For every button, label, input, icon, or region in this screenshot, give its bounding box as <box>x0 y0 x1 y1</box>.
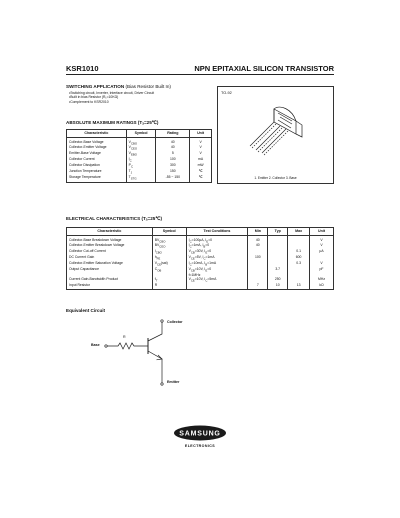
emitter-terminal <box>161 383 163 385</box>
collector-lead <box>148 322 162 341</box>
samsung-logo-graphic <box>164 424 236 450</box>
abs-max-cell: Storage Temperature <box>67 175 127 183</box>
abs-max-column-header: Rating <box>156 130 190 138</box>
elec-cell: 100 <box>248 255 268 261</box>
document-title: NPN EPITAXIAL SILICON TRANSISTOR <box>194 64 334 73</box>
abs-max-cell: Junction Temperature <box>67 169 127 175</box>
elec-cell: 600 <box>288 255 310 261</box>
elec-cell: Collector-Emitter Saturation Voltage <box>67 261 153 267</box>
abs-max-cell: 100 <box>156 157 190 163</box>
abs-max-cell: $P_C$ <box>126 163 156 169</box>
abs-max-cell: Collector Current <box>67 157 127 163</box>
elec-cell: $I_C=10mA$, $I_B=1mA$ <box>186 261 248 267</box>
elec-cell: $BV_{CEO}$ <box>152 243 186 249</box>
base-label: Base <box>91 343 100 347</box>
abs-max-cell: $V_{CEO}$ <box>126 145 156 151</box>
abs-max-cell: 5 <box>156 151 190 157</box>
elec-column-header: Test Conditions <box>186 228 248 236</box>
elec-cell: μA <box>310 249 334 255</box>
abs-max-cell: V <box>190 145 212 151</box>
emitter-lead <box>148 351 162 383</box>
elec-cell: 40 <box>248 243 268 249</box>
logo-division: ELECTRONICS <box>184 444 216 448</box>
elec-cell: V <box>310 243 334 249</box>
circuit-heading: Equivalent Circuit <box>66 308 106 313</box>
elec-column-header: Min <box>248 228 268 236</box>
elec-cell: V <box>310 261 334 267</box>
abs-max-cell: Emitter-Base Voltage <box>67 151 127 157</box>
abs-max-cell: 40 <box>156 137 190 145</box>
elec-cell: $h_{FE}$ <box>152 255 186 261</box>
elec-cell: 13 <box>288 283 310 289</box>
logo-brand: SAMSUNG <box>179 430 221 438</box>
abs-max-cell: ℃ <box>190 169 212 175</box>
elec-cell: 40 <box>248 235 268 243</box>
elec-cell: $C_{OB}$ <box>152 267 186 277</box>
elec-cell: MHz <box>310 277 334 283</box>
elec-cell: Current Gain-Bandwidth Product <box>67 277 153 283</box>
elec-cell: $I_C=100\mu A$, $I_E=0$ <box>186 235 248 243</box>
abs-max-column-header: Characteristic <box>67 130 127 138</box>
emitter-label: Emitter <box>167 380 180 384</box>
abs-max-cell: 150 <box>156 169 190 175</box>
elec-cell: $I_{CBO}$ <box>152 249 186 255</box>
elec-cell: 7 <box>248 283 268 289</box>
abs-max-cell: $T_J$ <box>126 169 156 175</box>
elec-column-header: Typ <box>268 228 288 236</box>
elec-column-header: Symbol <box>152 228 186 236</box>
abs-max-cell: V <box>190 137 212 145</box>
switching-subtitle: (Bias Resistor Built In) <box>125 84 171 89</box>
elec-cell: DC Current Gain <box>67 255 153 261</box>
samsung-logo <box>164 424 236 455</box>
elec-cell: $V_{CE}=5V$, $I_C=1mA$ <box>186 255 248 261</box>
elec-condition: (Tₐ=25℃) <box>141 216 163 221</box>
elec-cell: 250 <box>268 277 288 283</box>
feature-item: • Built in bias Resistor (R₁=10KΩ) <box>69 95 154 99</box>
elec-cell: kΩ <box>310 283 334 289</box>
abs-max-cell: mA <box>190 157 212 163</box>
elec-cell: V <box>310 235 334 243</box>
feature-item: • Switching circuit, Inverter, Interface circuit, Driver Circuit <box>69 91 154 95</box>
elec-cell: Output Capacitance <box>67 267 153 277</box>
elec-cell: $BV_{CBO}$ <box>152 235 186 243</box>
collector-label: Collector <box>167 320 183 324</box>
elec-cell: Collector Cut-off Current <box>67 249 153 255</box>
elec-cell: $I_C=1mA$, $I_B=0$ <box>186 243 248 249</box>
abs-max-cell: $T_{STG}$ <box>126 175 156 183</box>
feature-item: • Complement to KSR2010 <box>69 100 154 104</box>
elec-column-header: Max <box>288 228 310 236</box>
elec-cell: Collector-Emitter Breakdown Voltage <box>67 243 153 249</box>
elec-cell: $V_{CE}=10V$, $I_C=5mA$ <box>186 277 248 283</box>
elec-column-header: Unit <box>310 228 334 236</box>
abs-max-condition: (Tₐ=25℃) <box>137 120 159 125</box>
abs-max-cell: mW <box>190 163 212 169</box>
abs-max-cell: $I_C$ <box>126 157 156 163</box>
abs-max-cell: Collector-Base Voltage <box>67 137 127 145</box>
abs-max-cell: Collector-Emitter Voltage <box>67 145 127 151</box>
elec-title: ELECTRICAL CHARACTERISTICS <box>66 216 141 221</box>
elec-cell: $V_{CB}=30V$, $I_E=0$ <box>186 249 248 255</box>
elec-cell: $f_T$ <box>152 277 186 283</box>
abs-max-cell: 40 <box>156 145 190 151</box>
elec-cell: 0.1 <box>288 249 310 255</box>
elec-column-header: Characteristic <box>67 228 153 236</box>
package-name: TO-92 <box>221 91 232 95</box>
elec-cell: 3.7 <box>268 267 288 277</box>
base-terminal <box>105 345 107 347</box>
elec-cell: pF <box>310 267 334 277</box>
elec-cell: Input Resistor <box>67 283 153 289</box>
collector-terminal <box>161 320 163 322</box>
abs-max-title: ABSOLUTE MAXIMUM RATINGS <box>66 120 137 125</box>
elec-cell: $V_{CE}(sat)$ <box>152 261 186 267</box>
abs-max-cell: V <box>190 151 212 157</box>
elec-cell: Collector-Base Breakdown Voltage <box>67 235 153 243</box>
base-resistor <box>107 343 148 349</box>
abs-max-cell: $V_{EBO}$ <box>126 151 156 157</box>
abs-max-column-header: Unit <box>190 130 212 138</box>
abs-max-cell: 300 <box>156 163 190 169</box>
abs-max-cell: Collector Dissipation <box>67 163 127 169</box>
abs-max-cell: $V_{CBO}$ <box>126 137 156 145</box>
abs-max-cell: -55 ~ 150 <box>156 175 190 183</box>
switching-title: SWITCHING APPLICATION <box>66 84 125 89</box>
elec-cell: R <box>152 283 186 289</box>
part-number: KSR1010 <box>66 64 99 73</box>
resistor-label: R <box>123 335 126 339</box>
abs-max-column-header: Symbol <box>126 130 156 138</box>
elec-cell: 0.3 <box>288 261 310 267</box>
pin-assignment: 1. Emitter 2. Collector 3. Base <box>254 176 297 180</box>
abs-max-cell: ℃ <box>190 175 212 183</box>
elec-cell: 10 <box>268 283 288 289</box>
elec-cell: $V_{CB}=10V$, $I_E=0$ f=1MHz <box>186 267 248 277</box>
